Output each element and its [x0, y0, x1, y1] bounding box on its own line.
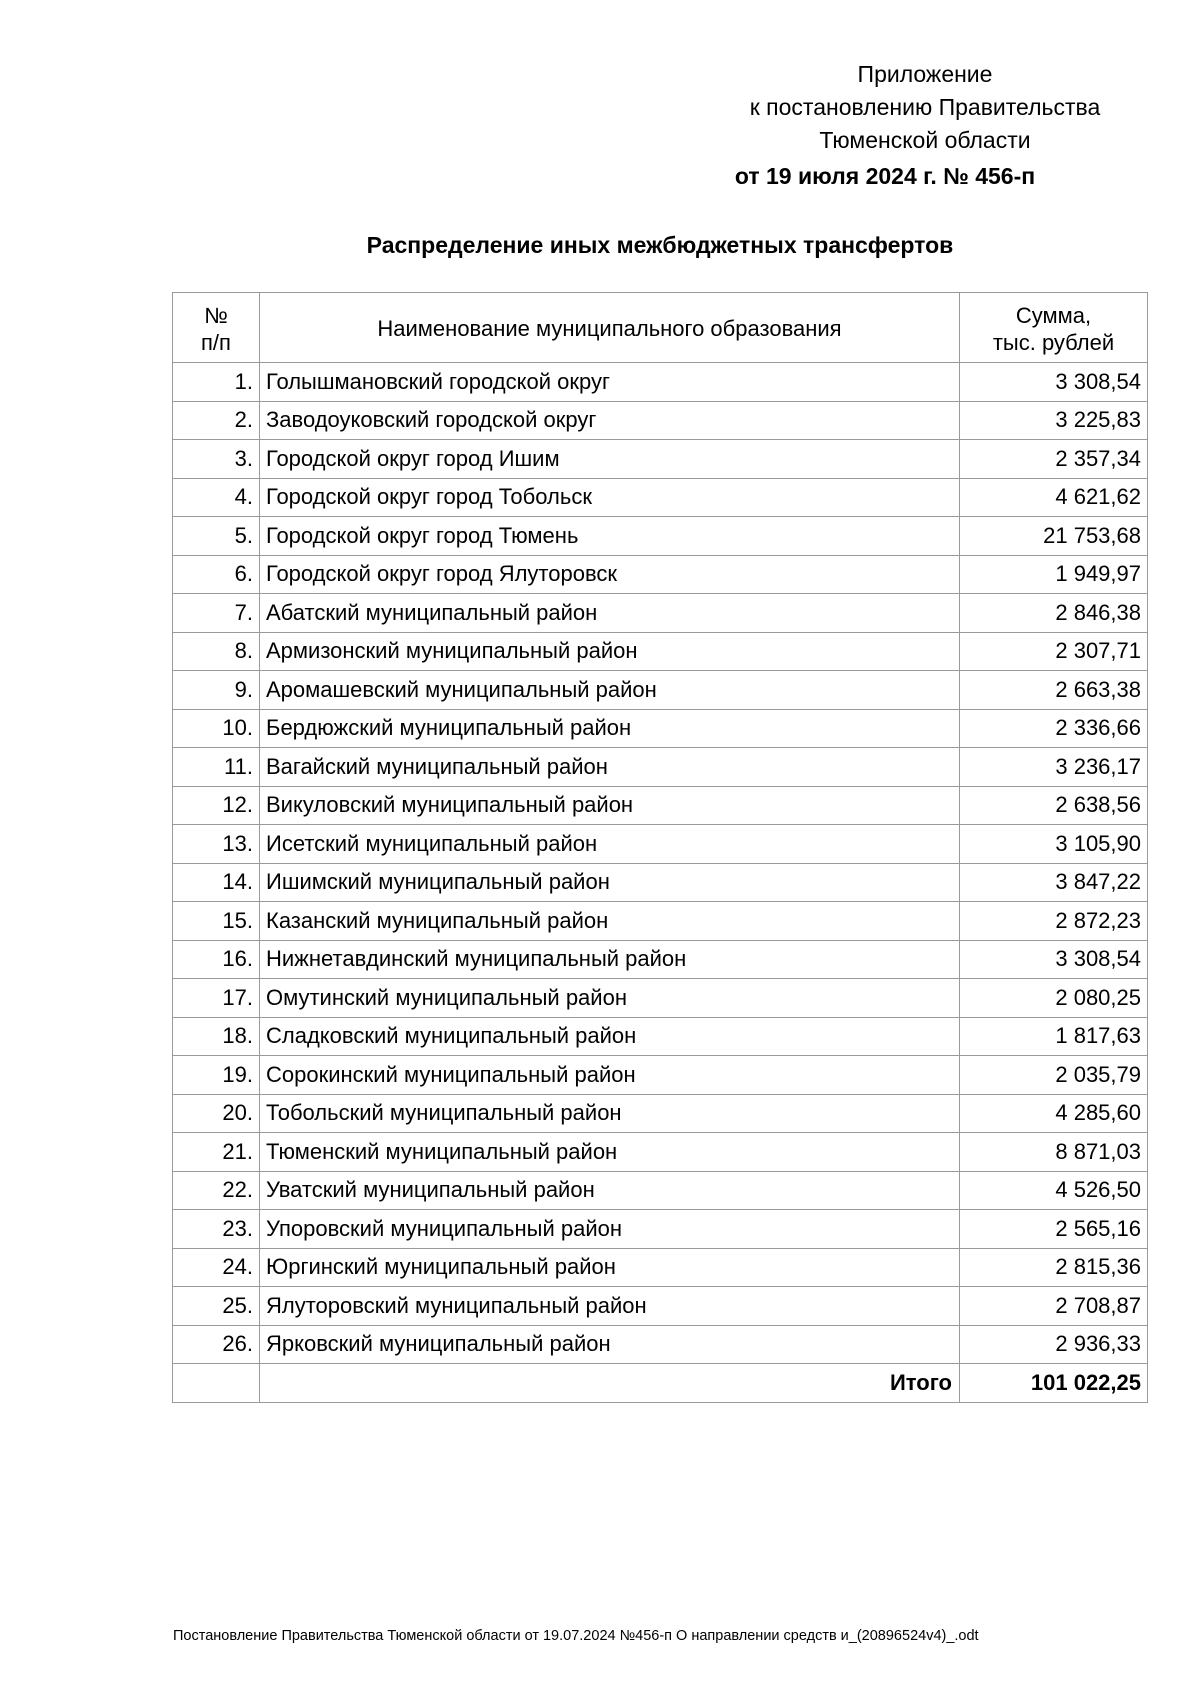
municipality-name: Абатский муниципальный район: [260, 594, 960, 633]
row-number: 17.: [173, 979, 260, 1018]
row-sum: 2 872,23: [960, 902, 1148, 941]
row-sum: 1 817,63: [960, 1017, 1148, 1056]
row-number: 23.: [173, 1210, 260, 1249]
row-number: 1.: [173, 363, 260, 402]
row-number: 25.: [173, 1287, 260, 1326]
table-row: [173, 1056, 1148, 1095]
municipality-name: Голышмановский городской округ: [260, 363, 960, 402]
row-number: 4.: [173, 478, 260, 517]
table-row: [173, 1094, 1148, 1133]
table-row: [173, 825, 1148, 864]
table-body: [173, 363, 1148, 1364]
row-sum: 2 080,25: [960, 979, 1148, 1018]
row-sum: 2 663,38: [960, 671, 1148, 710]
row-sum: 2 815,36: [960, 1248, 1148, 1287]
row-number: 11.: [173, 748, 260, 787]
annex-header: [690, 58, 1160, 193]
municipality-name: Армизонский муниципальный район: [260, 632, 960, 671]
row-number: 19.: [173, 1056, 260, 1095]
municipality-name: Сладковский муниципальный район: [260, 1017, 960, 1056]
total-row: [173, 1364, 1148, 1403]
row-sum: 4 526,50: [960, 1171, 1148, 1210]
municipality-name: Ялуторовский муниципальный район: [260, 1287, 960, 1326]
municipality-name: Городской округ город Ишим: [260, 440, 960, 479]
row-number: 10.: [173, 709, 260, 748]
row-sum: 3 308,54: [960, 363, 1148, 402]
annex-resolution-ref: от 19 июля 2024 г. № 456-п: [734, 163, 1036, 189]
municipality-name: Тюменский муниципальный район: [260, 1133, 960, 1172]
document-footer: Постановление Правительства Тюменской области от 19.07.2024 №456-п О направлении средств и_(20896524v4)_.odt: [173, 1628, 979, 1644]
row-number: 22.: [173, 1171, 260, 1210]
table-row: [173, 863, 1148, 902]
row-number: 8.: [173, 632, 260, 671]
table-row: [173, 709, 1148, 748]
row-number: 14.: [173, 863, 260, 902]
row-sum: 4 285,60: [960, 1094, 1148, 1133]
row-number: 26.: [173, 1325, 260, 1364]
row-sum: 1 949,97: [960, 555, 1148, 594]
table-row: [173, 594, 1148, 633]
annex-line-2: к постановлению Правительства: [749, 94, 1101, 120]
municipality-name: Юргинский муниципальный район: [260, 1248, 960, 1287]
header-name: Наименование муниципального образования: [260, 293, 960, 363]
municipality-name: Вагайский муниципальный район: [260, 748, 960, 787]
row-number: 6.: [173, 555, 260, 594]
municipality-name: Ишимский муниципальный район: [260, 863, 960, 902]
table-row: [173, 748, 1148, 787]
total-empty-cell: [173, 1364, 260, 1403]
header-sum-line-1: Сумма,: [1015, 302, 1092, 328]
municipality-name: Викуловский муниципальный район: [260, 786, 960, 825]
row-number: 3.: [173, 440, 260, 479]
row-sum: 21 753,68: [960, 517, 1148, 556]
row-number: 5.: [173, 517, 260, 556]
table-row: [173, 1287, 1148, 1326]
total-sum: 101 022,25: [960, 1364, 1148, 1403]
row-number: 9.: [173, 671, 260, 710]
municipality-name: Казанский муниципальный район: [260, 902, 960, 941]
table-header-row: [173, 293, 1148, 363]
table-row: [173, 1017, 1148, 1056]
row-sum: 8 871,03: [960, 1133, 1148, 1172]
row-sum: 3 236,17: [960, 748, 1148, 787]
municipality-name: Сорокинский муниципальный район: [260, 1056, 960, 1095]
table-row: [173, 401, 1148, 440]
municipality-name: Аромашевский муниципальный район: [260, 671, 960, 710]
table-row: [173, 940, 1148, 979]
row-number: 13.: [173, 825, 260, 864]
table-row: [173, 478, 1148, 517]
allocation-table: [172, 292, 1148, 1403]
municipality-name: Городской округ город Тюмень: [260, 517, 960, 556]
row-number: 7.: [173, 594, 260, 633]
annex-line-1: Приложение: [857, 61, 993, 87]
table-row: [173, 632, 1148, 671]
row-number: 21.: [173, 1133, 260, 1172]
row-sum: 3 308,54: [960, 940, 1148, 979]
header-sum: [960, 293, 1148, 363]
annex-line-3: Тюменской области: [819, 127, 1031, 153]
header-number-line-1: №: [204, 302, 228, 328]
table-row: [173, 979, 1148, 1018]
row-number: 12.: [173, 786, 260, 825]
header-number: [173, 293, 260, 363]
row-number: 24.: [173, 1248, 260, 1287]
row-sum: 3 225,83: [960, 401, 1148, 440]
municipality-name: Уватский муниципальный район: [260, 1171, 960, 1210]
municipality-name: Упоровский муниципальный район: [260, 1210, 960, 1249]
row-sum: 2 357,34: [960, 440, 1148, 479]
document-title: Распределение иных межбюджетных трансфертов: [366, 232, 954, 258]
row-sum: 3 105,90: [960, 825, 1148, 864]
municipality-name: Ярковский муниципальный район: [260, 1325, 960, 1364]
table-row: [173, 1248, 1148, 1287]
table-row: [173, 1210, 1148, 1249]
municipality-name: Тобольский муниципальный район: [260, 1094, 960, 1133]
row-sum: 2 708,87: [960, 1287, 1148, 1326]
row-sum: 2 846,38: [960, 594, 1148, 633]
row-sum: 2 936,33: [960, 1325, 1148, 1364]
table-row: [173, 1325, 1148, 1364]
row-number: 20.: [173, 1094, 260, 1133]
municipality-name: Исетский муниципальный район: [260, 825, 960, 864]
municipality-name: Городской округ город Ялуторовск: [260, 555, 960, 594]
total-label: Итого: [260, 1364, 960, 1403]
row-number: 15.: [173, 902, 260, 941]
table-row: [173, 1133, 1148, 1172]
table-row: [173, 363, 1148, 402]
row-sum: 2 307,71: [960, 632, 1148, 671]
municipality-name: Городской округ город Тобольск: [260, 478, 960, 517]
municipality-name: Заводоуковский городской округ: [260, 401, 960, 440]
row-number: 2.: [173, 401, 260, 440]
municipality-name: Нижнетавдинский муниципальный район: [260, 940, 960, 979]
row-sum: 2 638,56: [960, 786, 1148, 825]
row-sum: 2 336,66: [960, 709, 1148, 748]
table-row: [173, 902, 1148, 941]
row-sum: 2 565,16: [960, 1210, 1148, 1249]
table-row: [173, 786, 1148, 825]
table-row: [173, 517, 1148, 556]
row-number: 16.: [173, 940, 260, 979]
table-row: [173, 440, 1148, 479]
header-number-line-2: п/п: [201, 329, 231, 355]
row-sum: 3 847,22: [960, 863, 1148, 902]
municipality-name: Бердюжский муниципальный район: [260, 709, 960, 748]
municipality-name: Омутинский муниципальный район: [260, 979, 960, 1018]
row-sum: 2 035,79: [960, 1056, 1148, 1095]
table-row: [173, 555, 1148, 594]
table-row: [173, 1171, 1148, 1210]
header-sum-line-2: тыс. рублей: [992, 329, 1115, 355]
table-row: [173, 671, 1148, 710]
row-number: 18.: [173, 1017, 260, 1056]
row-sum: 4 621,62: [960, 478, 1148, 517]
